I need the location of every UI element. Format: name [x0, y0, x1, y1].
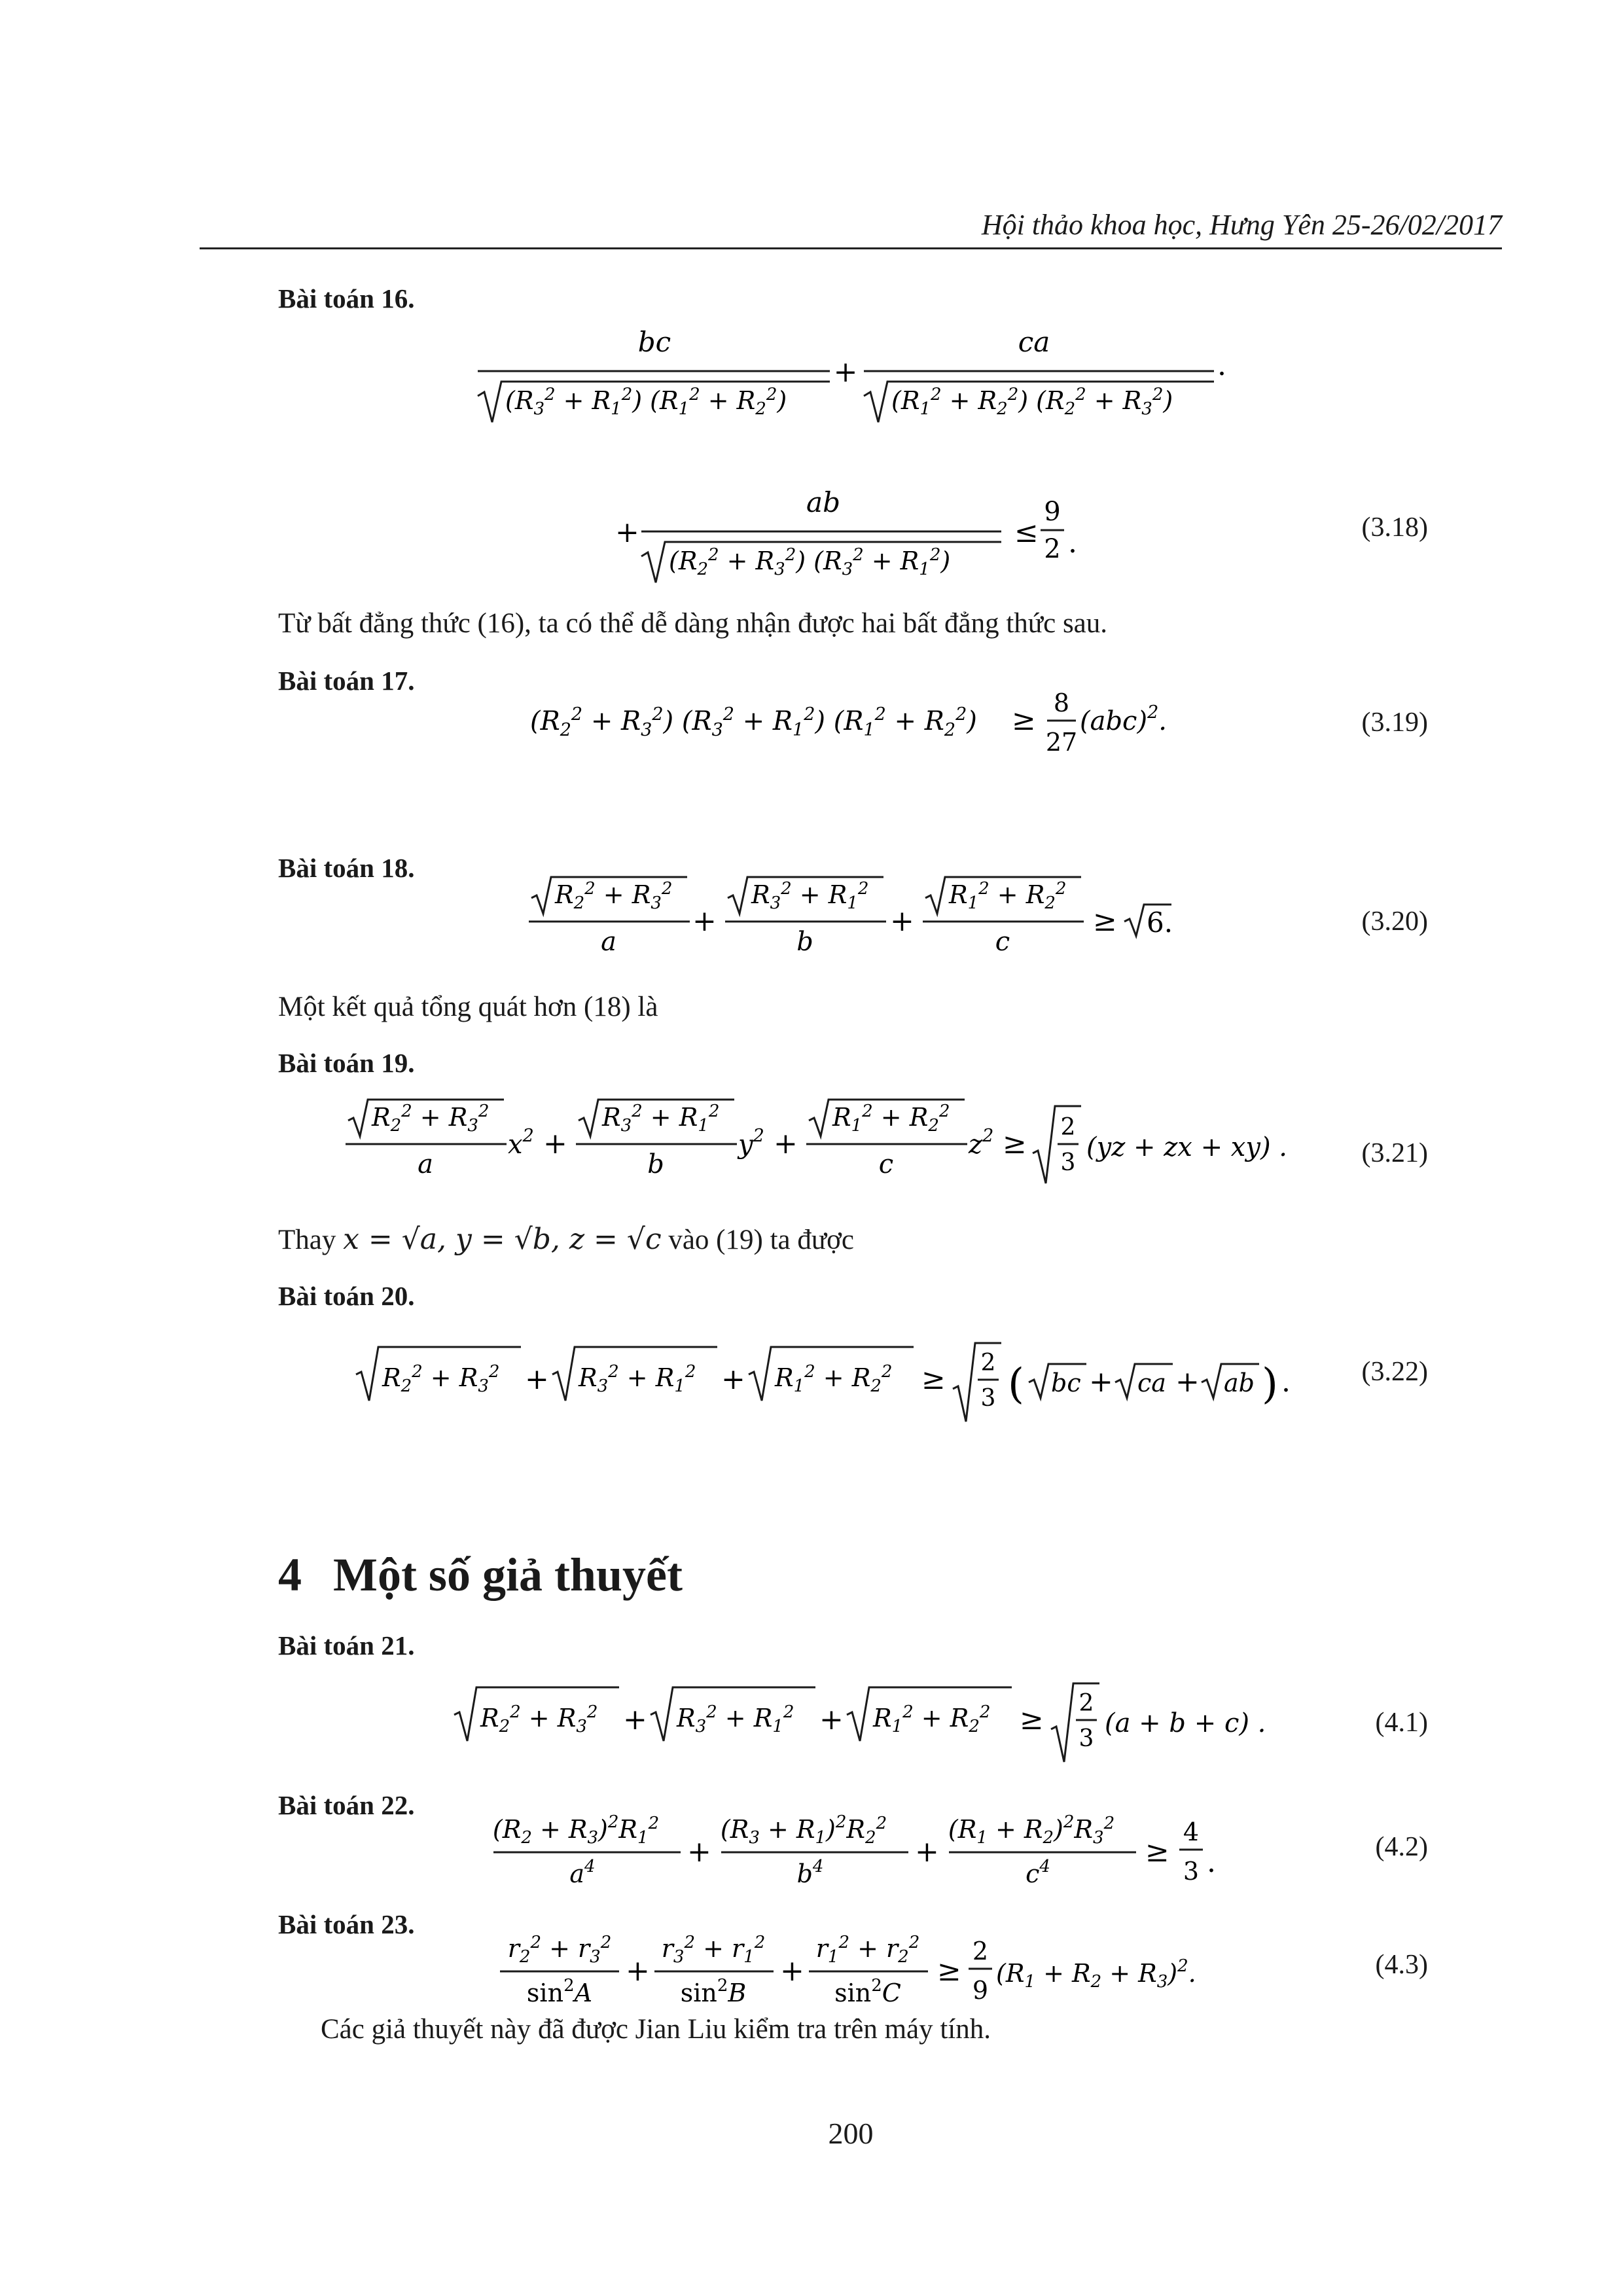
svg-text:a4: $a^4$ [569, 1857, 596, 1888]
svg-text:+: + [890, 905, 914, 938]
svg-text:≥: ≥ [1012, 704, 1036, 737]
equation-3-22 [353, 1335, 1322, 1427]
svg-text:r12 + r22: $r_1^2 + r_2^2$ [815, 1933, 920, 1967]
svg-text:+: + [721, 1363, 745, 1396]
svg-text:(: ( [1008, 1360, 1024, 1408]
svg-text:3: 3 [1060, 1149, 1076, 1176]
problem-23-label: Bài toán 23. [278, 1909, 415, 1939]
page-number: 200 [828, 2117, 874, 2150]
svg-text:R12 + R22: $R_1^2 + R_2^2$ [832, 1102, 950, 1136]
svg-text:(abc)2.: (abc)$^2$. [1080, 702, 1167, 736]
svg-text:3: 3 [980, 1385, 996, 1412]
svg-text:.: . [1217, 349, 1226, 382]
svg-text:R22 + R32: $R_2^2 + R_3^2$ [372, 1102, 490, 1136]
svg-text:6.: 6. [1147, 906, 1173, 939]
svg-text:+: + [774, 1127, 798, 1160]
equation-number-3-18: (3.18) [1361, 512, 1428, 543]
svg-text:+: + [687, 1835, 711, 1869]
svg-text:c: c [995, 927, 1010, 957]
svg-text:2: 2 [1079, 1690, 1094, 1717]
svg-text:.: . [1068, 526, 1077, 560]
equation-3-18-line2 [615, 484, 1113, 589]
svg-text:): ) [1262, 1360, 1278, 1408]
svg-text:+: + [543, 1127, 567, 1160]
svg-text:sin2A: $\sin^2A$ [526, 1976, 593, 2007]
paragraph-after-19 [278, 1223, 854, 1256]
problem-16-label: Bài toán 16. [278, 283, 415, 314]
svg-text:R12 + R22: $R_1^2 + R_2^2$ [775, 1362, 893, 1396]
svg-text:(R2 + R3)2R12: $(R_2 + R_3)^2R_1^2$ [492, 1812, 660, 1848]
svg-text:27: 27 [1045, 728, 1078, 757]
equation-4-2 [491, 1806, 1243, 1892]
problem-21-label: Bài toán 21. [278, 1630, 415, 1660]
svg-text:+: + [626, 1954, 650, 1988]
equation-number-3-22: (3.22) [1361, 1357, 1428, 1387]
header-text: Hội thảo khoa học, Hưng Yên 25-26/02/2017 [981, 209, 1502, 241]
svg-text:ab: ab [806, 486, 840, 518]
svg-text:b: b [796, 927, 813, 957]
equation-3-19 [530, 691, 1185, 769]
problem-19-label: Bài toán 19. [278, 1048, 415, 1078]
problem-18-label: Bài toán 18. [278, 853, 415, 883]
svg-text:sin2B: $\sin^2B$ [680, 1976, 747, 2007]
svg-text:r32 + r12: $r_3^2 + r_1^2$ [661, 1933, 766, 1967]
svg-text:≤: ≤ [1014, 516, 1039, 549]
svg-text:+: + [833, 355, 858, 389]
svg-text:c: c [878, 1149, 894, 1179]
svg-text:R22 + R32: $R_2^2 + R_3^2$ [555, 879, 673, 913]
svg-text:R22 + R32: $R_2^2 + R_3^2$ [382, 1362, 500, 1396]
svg-text:+: + [915, 1835, 939, 1869]
svg-text:(R22 + R32) (R32 + R12) (R12 +: $(R_2^2 + R_3^2) (R_3^2 + R_1^2) (R_1^2 + R_2^2)$ [530, 704, 977, 740]
svg-text:2: 2 [972, 1937, 989, 1965]
svg-text:R12 + R22: $R_1^2 + R_2^2$ [949, 879, 1067, 913]
svg-text:≥: ≥ [921, 1363, 946, 1396]
svg-text:.: . [1281, 1365, 1291, 1399]
svg-text:(R12 + R22) (R22 + R32): $(R_1^2 + R_2^2) (R_2^2 + R_3^2)$ [891, 385, 1173, 419]
equation-number-3-19: (3.19) [1361, 708, 1428, 738]
svg-text:b: b [647, 1149, 664, 1179]
problem-17-label: Bài toán 17. [278, 666, 415, 696]
svg-text:4: 4 [1183, 1818, 1200, 1846]
svg-text:(R1 + R2 + R3)2.: $(R_1 + R_2 + R_3)^2$. [996, 1956, 1196, 1992]
paragraph-after-19-prefix: Thay [278, 1225, 344, 1255]
equation-3-20 [524, 870, 1191, 962]
svg-text:+: + [1175, 1365, 1200, 1399]
svg-text:ca: ca [1018, 326, 1050, 358]
svg-text:x2: $x^2$ [508, 1126, 534, 1160]
svg-text:9: 9 [1044, 497, 1061, 527]
svg-text:bc: bc [637, 326, 671, 358]
equation-number-4-1: (4.1) [1375, 1708, 1428, 1738]
svg-text:2: 2 [1060, 1114, 1076, 1141]
svg-text:(R22 + R32) (R32 + R12): $(R_2^2 + R_3^2) (R_3^2 + R_1^2)$ [669, 545, 951, 579]
svg-text:+: + [780, 1954, 804, 1988]
svg-text:R32 + R12: $R_3^2 + R_1^2$ [677, 1702, 794, 1736]
svg-text:c4: $c^4$ [1026, 1857, 1050, 1888]
equation-3-18-line1 [458, 324, 1243, 448]
svg-text:a: a [418, 1149, 433, 1179]
equation-3-21 [340, 1093, 1322, 1188]
svg-text:y2: $y^2$ [738, 1126, 764, 1160]
svg-text:3: 3 [1183, 1857, 1200, 1886]
svg-text:R32 + R12: $R_3^2 + R_1^2$ [751, 879, 869, 913]
svg-text:(yz + zx + xy) .: (yz + zx + xy) . [1086, 1132, 1287, 1162]
svg-text:ca: ca [1137, 1369, 1166, 1397]
svg-text:3: 3 [1079, 1725, 1094, 1752]
problem-22-label: Bài toán 22. [278, 1790, 415, 1820]
svg-text:.: . [1207, 1846, 1216, 1879]
equation-number-3-21: (3.21) [1361, 1138, 1428, 1168]
svg-text:R32 + R12: $R_3^2 + R_1^2$ [579, 1362, 696, 1396]
equation-4-1 [452, 1676, 1302, 1767]
svg-text:+: + [692, 905, 717, 938]
svg-text:2: 2 [980, 1350, 996, 1376]
svg-text:r22 + r32: $r_2^2 + r_3^2$ [507, 1933, 612, 1967]
svg-text:≥: ≥ [937, 1954, 961, 1988]
svg-text:b4: $b^4$ [796, 1857, 824, 1888]
svg-text:8: 8 [1053, 691, 1070, 717]
equation-4-3 [497, 1926, 1243, 2011]
svg-text:9: 9 [972, 1976, 989, 2005]
running-header [200, 208, 1502, 249]
svg-text:+: + [1089, 1365, 1113, 1399]
section-heading [278, 1548, 683, 1602]
svg-text:a: a [601, 927, 616, 957]
svg-text:≥: ≥ [1020, 1703, 1044, 1736]
paragraph-after-16: Từ bất đẳng thức (16), ta có thể dễ dàng nhận được hai bất đẳng thức sau. [278, 608, 1108, 639]
svg-text:(R1 + R2)2R32: $(R_1 + R_2)^2R_3^2$ [948, 1812, 1115, 1848]
svg-text:≥: ≥ [1145, 1835, 1169, 1869]
section-number: 4 [278, 1549, 302, 1601]
svg-text:z2: $z^2$ [969, 1126, 994, 1160]
svg-text:+: + [819, 1703, 844, 1736]
equation-number-4-3: (4.3) [1375, 1950, 1428, 1980]
svg-text:ab: ab [1224, 1369, 1255, 1397]
svg-text:+: + [615, 516, 639, 549]
paragraph-after-18: Một kết quả tổng quát hơn (18) là [278, 992, 658, 1022]
section-title: Một số giả thuyết [333, 1549, 683, 1601]
svg-text:sin2C: $\sin^2C$ [834, 1976, 901, 2007]
svg-text:+: + [525, 1363, 549, 1396]
problem-20-label: Bài toán 20. [278, 1281, 415, 1311]
substitution-formula: x = √a, y = √b, z = √c [343, 1223, 662, 1256]
svg-text:R22 + R32: $R_2^2 + R_3^2$ [480, 1702, 598, 1736]
paragraph-after-19-suffix: vào (19) ta được [661, 1225, 854, 1255]
svg-text:R32 + R12: $R_3^2 + R_1^2$ [602, 1102, 720, 1136]
svg-text:bc: bc [1051, 1369, 1081, 1397]
svg-text:(R3 + R1)2R22: $(R_3 + R_1)^2R_2^2$ [720, 1812, 887, 1848]
equation-number-3-20: (3.20) [1361, 906, 1428, 937]
svg-text:≥: ≥ [1003, 1127, 1027, 1160]
svg-text:2: 2 [1044, 534, 1061, 564]
svg-text:≥: ≥ [1093, 905, 1117, 938]
closing-paragraph: Các giả thuyết này đã được Jian Liu kiểm tra trên máy tính. [321, 2014, 991, 2045]
svg-text:R12 + R22: $R_1^2 + R_2^2$ [873, 1702, 991, 1736]
equation-number-4-2: (4.2) [1375, 1832, 1428, 1862]
svg-text:+: + [623, 1703, 647, 1736]
svg-text:(R32 + R12) (R12 + R22): $(R_3^2 + R_1^2) (R_1^2 + R_2^2)$ [505, 385, 787, 419]
svg-text:(a + b + c) .: (a + b + c) . [1105, 1708, 1266, 1738]
